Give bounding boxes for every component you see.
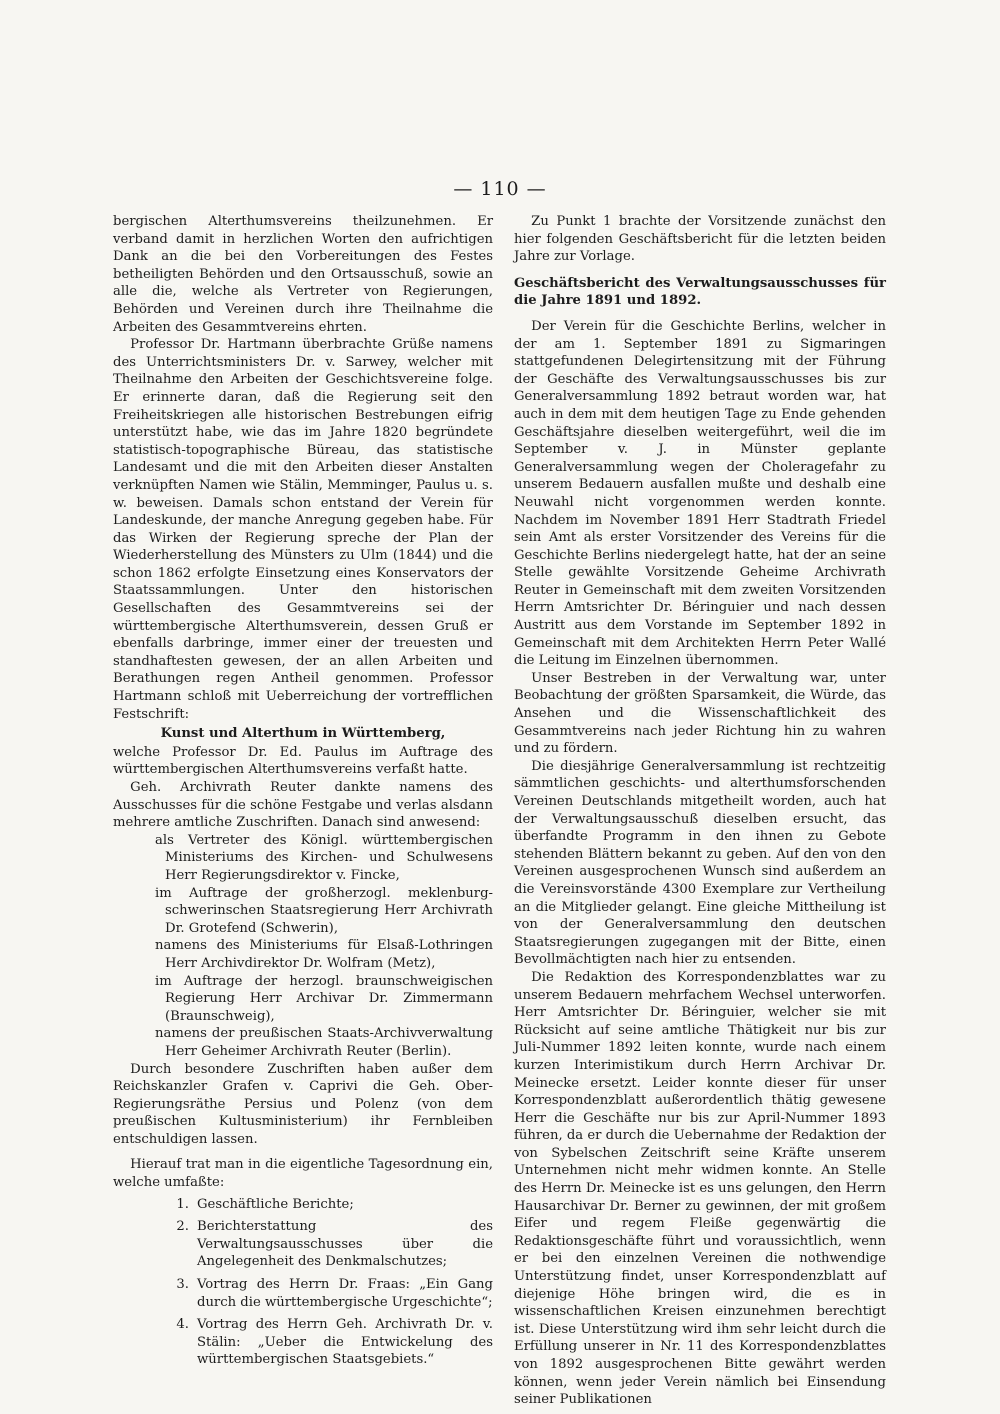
paragraph: Unser Bestreben in der Verwaltung war, unter Beobachtung der größten Sparsamkeit, die Würde, das Ansehen und die Wissenschaftlichkeit des Gesammtvereins nach jeder Richtung hin zu wahren und zu fördern. <box>514 670 886 757</box>
section-heading: Geschäftsbericht des Verwaltungsausschusses für die Jahre 1891 und 1892. <box>514 275 886 309</box>
item-text: Vortrag des Herrn Dr. Fraas: „Ein Gang durch die württembergische Urgeschichte“; <box>197 1277 493 1310</box>
list-item: im Auftrage der herzogl. braunschweigischen Regierung Herr Archivar Dr. Zimmermann (Braunschweig), <box>155 973 493 1024</box>
item-text: Vortrag des Herrn Geh. Archivrath Dr. v. Stälin: „Ueber die Entwickelung des württembergischen Staatsgebiets.“ <box>197 1317 493 1368</box>
page-number: — 110 — <box>453 178 547 200</box>
item-number: 3. <box>176 1277 189 1293</box>
festschrift-title: Kunst und Alterthum in Württemberg, <box>160 726 446 742</box>
paragraph: bergischen Alterthumsvereins theilzunehmen. Er verband damit in herzlichen Worten den aufrichtigen Dank an die bei den Vorbereitungen des Festes betheiligten Behörden und den Ortsausschuß, sowie an alle die, welche als Vertreter von Regierungen, Behörden und Vereinen durch ihre Theilnahme die Arbeiten des Gesammtvereins ehrten. <box>113 214 493 335</box>
list-item <box>113 1218 493 1271</box>
attendee-list <box>113 832 493 1061</box>
item-text: Geschäftliche Berichte; <box>197 1196 354 1212</box>
paragraph: Hierauf trat man in die eigentliche Tagesordnung ein, welche umfaßte: <box>113 1157 493 1191</box>
item-text: Berichterstattung des Verwaltungsausschusses über die Angelegenheit des Denkmalschutzes; <box>197 1219 493 1270</box>
paragraph: Die diesjährige Generalversammlung ist rechtzeitig sämmtlichen geschichts- und alterthumsforschenden Vereinen Deutschlands mitgetheilt worden, auch hat der Verwaltungsausschuß dieselben ersucht, das überfandte Programm in den ihnen zu Gebote stehenden Blättern bekannt zu geben. Auf den von den Vereinen ausgesprochenen Wunsch sind außerdem an die Vereinsvorstände 4300 Exemplare zur Vertheilung an die Mitglieder gelangt. Eine gleiche Mittheilung ist von der Generalversammlung den deutschen Staatsregierungen zugegangen mit der Bitte, einen Bevollmächtigten nach hier zu entsenden. <box>514 758 886 968</box>
item-number: 1. <box>176 1196 189 1212</box>
paragraph: Die Redaktion des Korrespondenzblattes war zu unserem Bedauern mehrfachem Wechsel unterworfen. Herr Amtsrichter Dr. Béringuier, welcher sie mit Rücksicht auf seine amtliche Thätigkeit nur bis zur Juli-Nummer 1892 leiten konnte, wurde nach einem kurzen Interimistikum durch Herrn Archivar Dr. Meinecke ersetzt. Leider konnte dieser für unser Korrespondenzblatt außerordentlich thätig gewesene Herr die Geschäfte nur bis zur April-Nummer 1893 führen, da er durch die Uebernahme der Redaktion der von Sybelschen Zeitschrift seine Kräfte unserem Unternehmen nicht mehr widmen konnte. An Stelle des Herrn Dr. Meinecke ist es uns gelungen, den Herrn Hausarchivar Dr. Berner zu gewinnen, der mit großem Eifer und regem Fleiße gegenwärtig die Redaktionsgeschäfte führt und voraussichtlich, wenn er bei den einzelnen Vereinen die nothwendige Unterstützung findet, unser Korrespondenzblatt auf diejenige Höhe bringen wird, die es in wissenschaftlichen Kreisen einzunehmen berechtigt ist. Diese Unterstützung wird ihm sehr leicht durch die Erfüllung unserer in Nr. 11 des Korrespondenzblattes von 1892 ausgesprochenen Bitte gewährt werden können, wenn jeder Verein nämlich bei Einsendung seiner Publikationen <box>514 969 886 1408</box>
list-item: als Vertreter des Königl. württembergischen Ministeriums des Kirchen- und Schulwesens Herr Regierungsdirektor v. Fincke, <box>155 832 493 883</box>
list-item: namens der preußischen Staats-Archivverwaltung Herr Geheimer Archivrath Reuter (Berlin). <box>155 1026 493 1059</box>
list-item <box>113 1196 493 1214</box>
paragraph: Der Verein für die Geschichte Berlins, welcher in der am 1. September 1891 zu Sigmaringen stattgefundenen Delegirtensitzung mit der Führung der Geschäfte des Verwaltungsausschusses bis zur Generalversammlung 1892 betraut worden war, hat auch in dem mit dem heutigen Tage zu Ende gehenden Geschäftsjahre dieselben weitergeführt, weil die im September v. J. in Münster geplante Generalversammlung wegen der Choleragefahr zu unserem Bedauern ausfallen mußte und deshalb eine Neuwahl nicht vorgenommen werden konnte. Nachdem im November 1891 Herr Stadtrath Friedel sein Amt als erster Vorsitzender des Vereins für die Geschichte Berlins niedergelegt hatte, hat der an seine Stelle gewählte Vorsitzende Geheime Archivrath Reuter in Gemeinschaft mit dem zweiten Vorsitzenden Herrn Amtsrichter Dr. Béringuier und nach dessen Austritt aus dem Vorstande im September 1892 in Gemeinschaft mit dem Architekten Herrn Peter Wallé die Leitung im Einzelnen übernommen. <box>514 318 886 669</box>
item-number: 4. <box>176 1317 189 1333</box>
list-item <box>113 1276 493 1311</box>
list-item <box>113 1316 493 1369</box>
item-number: 2. <box>176 1219 189 1235</box>
paragraph: Geh. Archivrath Reuter dankte namens des Ausschusses für die schöne Festgabe und verlas alsdann mehrere amtliche Zuschriften. Danach sind anwesend: <box>113 780 493 831</box>
paragraph: welche Professor Dr. Ed. Paulus im Auftrage des württembergischen Alterthumsvereins verfaßt hatte. <box>113 744 493 778</box>
paragraph: Zu Punkt 1 brachte der Vorsitzende zunächst den hier folgenden Geschäftsbericht für die letzten beiden Jahre zur Vorlage. <box>514 214 886 265</box>
right-column <box>514 213 886 1409</box>
paragraph: Durch besondere Zuschriften haben außer dem Reichskanzler Grafen v. Caprivi die Geh. Ober-Regierungsräthe Persius und Polenz (von dem preußischen Kultusministerium) ihr Fernbleiben entschuldigen lassen. <box>113 1061 493 1147</box>
agenda-list <box>113 1196 493 1369</box>
list-item: namens des Ministeriums für Elsaß-Lothringen Herr Archivdirektor Dr. Wolfram (Metz), <box>155 938 493 971</box>
left-column <box>113 213 493 1374</box>
paragraph: Professor Dr. Hartmann überbrachte Grüße namens des Unterrichtsministers Dr. v. Sarwey, welcher mit Theilnahme den Arbeiten der Geschichtsvereine folge. Er erinnerte daran, daß die Regierung seit den Freiheitskriegen alle historischen Bestrebungen eifrig unterstützt habe, wie das im Jahre 1820 begründete statistisch-topographische Büreau, das statistische Landesamt und die mit den Arbeiten dieser Anstalten verknüpften Namen wie Stälin, Memminger, Paulus u. s. w. beweisen. Damals schon entstand der Verein für Landeskunde, der manche Anregung gegeben habe. Für das Wirken der Regierung spreche der Plan der Wiederherstellung des Münsters zu Ulm (1844) und die schon 1862 erfolgte Einsetzung eines Konservators der Staatssammlungen. Unter den historischen Gesellschaften des Gesammtvereins sei der württembergische Alterthumsverein, dessen Gruß er ebenfalls darbringe, immer einer der treuesten und standhaftesten gewesen, der an allen Arbeiten und Berathungen regen Antheil genommen. Professor Hartmann schloß mit Ueberreichung der vortrefflichen Festschrift: <box>113 337 493 722</box>
list-item: im Auftrage der großherzogl. meklenburg-schwerinschen Staatsregierung Herr Archivrath Dr. Grotefend (Schwerin), <box>155 885 493 936</box>
